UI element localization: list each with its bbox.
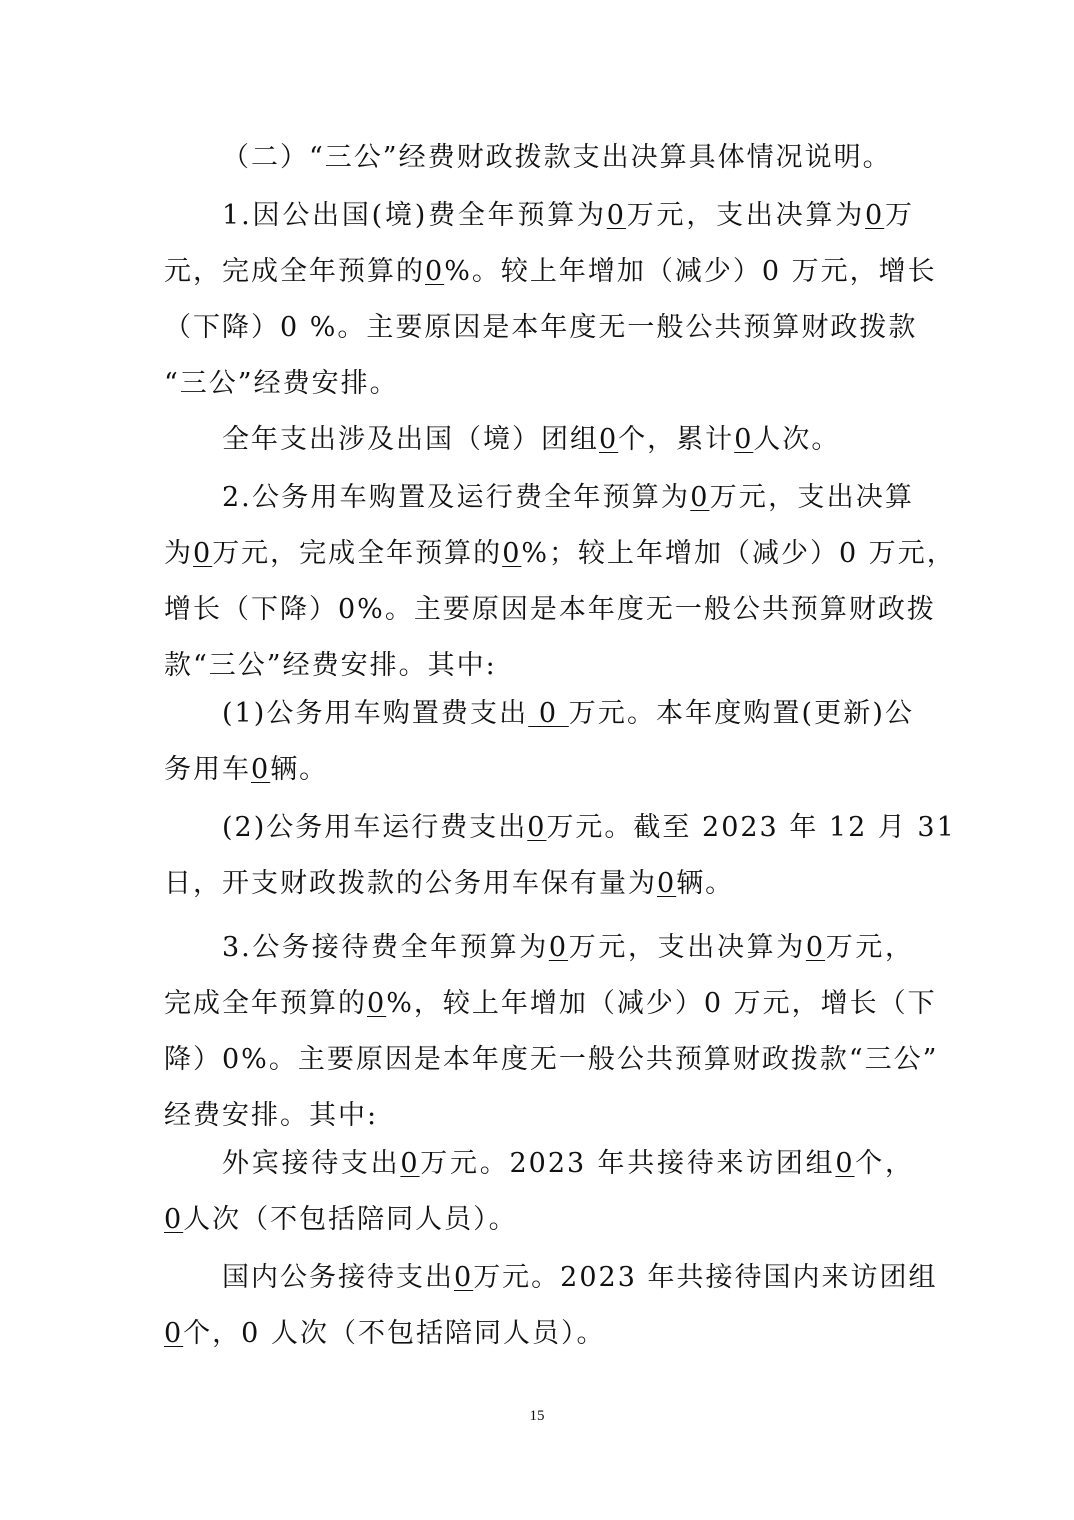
paragraph-1-line-2: 元，完成全年预算的0%。较上年增加（减少）0 万元，增长: [164, 256, 937, 287]
page-number: 15: [529, 1408, 545, 1424]
paragraph-2-line-1: 全年支出涉及出国（境）团组0个，累计0人次。: [222, 424, 841, 455]
paragraph-6-line-2: 完成全年预算的0%，较上年增加（减少）0 万元，增长（下: [164, 988, 937, 1019]
paragraph-3-line-4: 款“三公”经费安排。其中:: [164, 650, 497, 681]
section-heading: （二）“三公”经费财政拨款支出决算具体情况说明。: [222, 142, 892, 173]
paragraph-8-line-2: 0个，0 人次（不包括陪同人员）。: [164, 1318, 606, 1349]
paragraph-3-line-2: 为0万元，完成全年预算的0%；较上年增加（减少）0 万元，: [164, 538, 956, 569]
paragraph-1-line-3: （下降）0 %。主要原因是本年度无一般公共预算财政拨款: [164, 312, 918, 343]
paragraph-8-line-1: 国内公务接待支出0万元。2023 年共接待国内来访团组: [222, 1262, 938, 1293]
paragraph-3-line-3: 增长（下降）0%。主要原因是本年度无一般公共预算财政拨: [164, 594, 936, 625]
paragraph-6-line-1: 3.公务接待费全年预算为0万元，支出决算为0万元，: [222, 932, 915, 963]
paragraph-1-line-1: 1.因公出国(境)费全年预算为0万元，支出决算为0万: [222, 200, 915, 231]
paragraph-3-line-1: 2.公务用车购置及运行费全年预算为0万元，支出决算: [222, 482, 915, 513]
paragraph-6-line-3: 降）0%。主要原因是本年度无一般公共预算财政拨款“三公”: [164, 1044, 939, 1075]
paragraph-6-line-4: 经费安排。其中:: [164, 1100, 379, 1131]
paragraph-7-line-1: 外宾接待支出0万元。2023 年共接待来访团组0个，: [222, 1148, 915, 1179]
paragraph-5-line-1: (2)公务用车运行费支出0万元。截至 2023 年 12 月 31: [222, 812, 956, 843]
paragraph-7-line-2: 0人次（不包括陪同人员）。: [164, 1204, 518, 1235]
paragraph-1-line-4: “三公”经费安排。: [164, 368, 399, 399]
paragraph-4-line-1: (1)公务用车购置费支出 0 万元。本年度购置(更新)公: [222, 698, 914, 729]
paragraph-4-line-2: 务用车0辆。: [164, 754, 329, 785]
paragraph-5-line-2: 日，开支财政拨款的公务用车保有量为0辆。: [164, 868, 735, 899]
